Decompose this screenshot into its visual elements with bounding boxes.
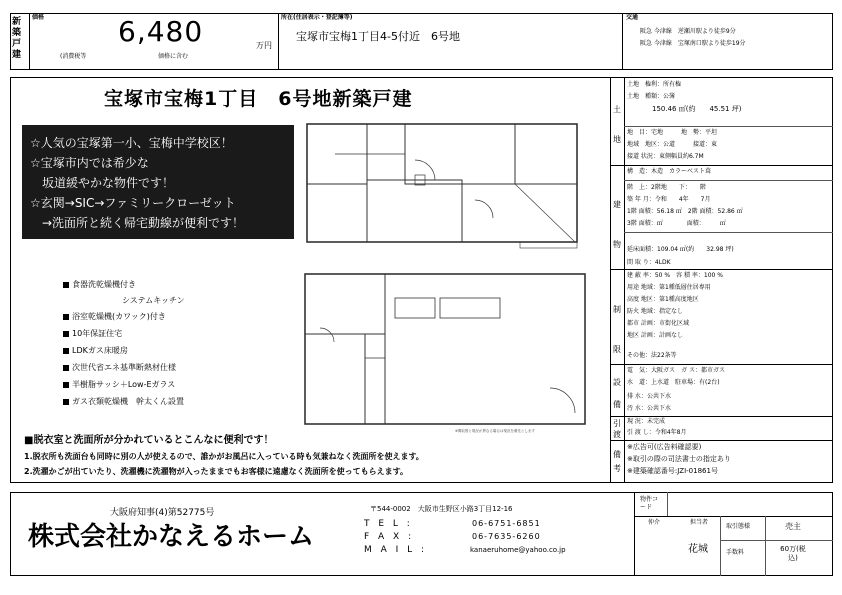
floor-plan-note: ※間取図と現況が異なる場合は現況を優先とします — [455, 429, 535, 433]
spec-row: 排 水：公共下水 — [627, 393, 671, 400]
price-label: 価格 — [32, 14, 45, 21]
promo-line-1: ☆人気の宝塚第一小、宝梅中学校区！ — [30, 136, 233, 150]
spec-row: 地 目：宅地 地 勢：平坦 — [627, 129, 718, 136]
mail-label: M A I L : — [364, 545, 428, 555]
floor-plan-1f — [300, 268, 600, 438]
spec-row: 階 上：2階地 下： 階 — [627, 184, 706, 191]
feature-item: 食器洗乾燥機付き — [63, 281, 136, 289]
tax-label: (消費税等 — [60, 53, 87, 60]
spec-row: 土地 種類：公簿 — [627, 93, 676, 100]
feature-item: 半樹脂サッシ＋Low-Eガラス — [63, 381, 175, 389]
price-value: 6,480 — [118, 15, 204, 48]
feature-item-sub: システムキッチン — [122, 296, 185, 305]
feature-item: 10年保証住宅 — [63, 330, 122, 338]
spec-row: 150.46 ㎡(約 45.51 坪) — [652, 105, 742, 113]
fee-value: 60万(税込) — [780, 545, 806, 562]
promo-line-5: →洗面所と続く帰宅動線が便利です！ — [30, 216, 245, 230]
feature-item: 浴室乾燥機(カワック)付き — [63, 313, 166, 321]
traffic-line-2: 阪急 今津線 宝塚南口駅より徒歩19分 — [640, 40, 746, 47]
section-label-handover: 引渡 — [613, 419, 621, 439]
mail-address[interactable]: kanaeruhome@yahoo.co.jp — [470, 546, 566, 554]
spec-row: 土地 権利：所有権 — [627, 81, 682, 88]
promo-line-4: ☆玄関→SIC→ファミリークローゼット — [30, 196, 236, 210]
feature-item: LDKガス床暖房 — [63, 347, 128, 355]
spec-row: 現 況：未完成 — [627, 418, 665, 425]
bullet-square-icon — [63, 331, 69, 337]
promo-line-2: ☆宝塚市内では希少な — [30, 156, 149, 170]
spec-row: 用途 地域：第1種低層住居専用 — [627, 284, 711, 291]
transaction-mode-value: 売主 — [785, 522, 801, 531]
benefit-heading: ■脱衣室と洗面所が分かれているとこんなに便利です！ — [24, 435, 274, 446]
spec-row: 防火 地域：指定なし — [627, 308, 683, 315]
listing-type-label: 新築戸建 — [12, 17, 22, 60]
bullet-square-icon — [63, 348, 69, 354]
spec-row: 間 取 り：4LDK — [627, 259, 671, 266]
note-line: ※取引の際の司法書士の指定あり — [627, 455, 731, 463]
note-line: ※建築確認番号:JZI-01861号 — [627, 467, 718, 475]
section-label-notes: 備考 — [613, 450, 621, 473]
address-line: 宝塚市宝梅1丁目4-5付近 6号地 — [296, 30, 460, 43]
price-unit: 万円 — [256, 41, 272, 50]
traffic-label: 交通 — [626, 14, 639, 21]
note-line: ※広告可(広告料確認要) — [627, 443, 702, 451]
spec-row: その他：法22条等 — [627, 352, 677, 359]
tel-label: T E L : — [364, 519, 413, 529]
spec-row: 地域 地区：公道 接道：東 — [627, 141, 718, 148]
section-label-restrictions: 制限 — [613, 305, 621, 354]
benefit-line-2: 2.洗濯かごが出ていたり、洗濯機に洗濯物が入ったままでもお客様に遠慮なく洗面所を使ってもらえます。 — [24, 467, 408, 476]
fax-number: 06-7635-6260 — [472, 532, 541, 541]
benefit-line-1: 1.脱衣所も洗面台も同時に別の人が使えるので、誰かがお風呂に入っている時も気兼ねなく洗面所を使えます。 — [24, 452, 424, 461]
agent-label: 仲介 — [648, 519, 661, 526]
spec-row: 電 気：大阪ガス ガ ス：都市ガス — [627, 367, 725, 374]
company-name: 株式会社かなえるホーム — [28, 522, 315, 552]
bullet-square-icon — [63, 365, 69, 371]
spec-row: 1階 面積：56.18 ㎡ 2階 面積：52.86 ㎡ — [627, 208, 743, 215]
feature-item: 次世代省エネ基準断熱材仕様 — [63, 364, 176, 372]
spec-row: 高度 地区：第1種高度地区 — [627, 296, 699, 303]
fax-label: F A X : — [364, 532, 415, 542]
company-address: 〒544-0002 大阪市生野区小路3丁目12-16 — [370, 505, 513, 513]
property-code-label: 物件コード — [640, 496, 659, 511]
section-label-facilities: 設備 — [613, 378, 621, 409]
license-number: 大阪府知事(4)第52775号 — [110, 508, 215, 518]
bullet-square-icon — [63, 314, 69, 320]
bullet-square-icon — [63, 382, 69, 388]
traffic-line-1: 阪急 今津線 逆瀬川駅より徒歩9分 — [640, 28, 736, 35]
listing-title: 宝塚市宝梅1丁目 6号地新築戸建 — [104, 88, 413, 110]
spec-row: 引 渡 し：令和4年8月 — [627, 429, 687, 436]
tax-note: 価格に含む — [158, 53, 189, 60]
spec-row: 接道 状況：東側幅員約6.7M — [627, 153, 704, 160]
agent-name: 花城 — [688, 544, 708, 555]
bullet-square-icon — [63, 282, 69, 288]
spec-row: 都市 計画：市街化区域 — [627, 320, 689, 327]
staff-label: 担当者 — [690, 519, 709, 526]
spec-row: 築 年 月：令和 4年 7月 — [627, 196, 711, 203]
spec-row: 構 造：木造 カラーベスト葺 — [627, 168, 712, 175]
spec-row: 水 道：上水道 駐車場：有(2台) — [627, 379, 720, 386]
fee-label: 手数料 — [726, 549, 745, 556]
spec-row: 建 蔽 率：50 % 容 積 率：100 % — [627, 272, 723, 279]
address-label: 所在(住居表示・登記簿等) — [281, 14, 353, 21]
spec-row: 3階 面積：㎡ 面積： ㎡ — [627, 220, 726, 227]
section-label-land: 土地 — [613, 105, 621, 144]
promo-line-3: 坂道緩やかな物件です！ — [30, 176, 175, 190]
tel-number: 06-6751-6851 — [472, 519, 541, 528]
section-label-building: 建物 — [613, 200, 621, 249]
feature-item: ガス衣類乾燥機 幹太くん設置 — [63, 398, 184, 406]
transaction-mode-label: 取引態様 — [726, 523, 751, 530]
bullet-square-icon — [63, 399, 69, 405]
spec-row: 地区 計画：計画なし — [627, 332, 683, 339]
spec-row: 汚 水：公共下水 — [627, 405, 671, 412]
spec-row: 延床面積：109.04 ㎡(約 32.98 坪) — [627, 246, 734, 253]
floor-plan-2f — [305, 120, 605, 250]
